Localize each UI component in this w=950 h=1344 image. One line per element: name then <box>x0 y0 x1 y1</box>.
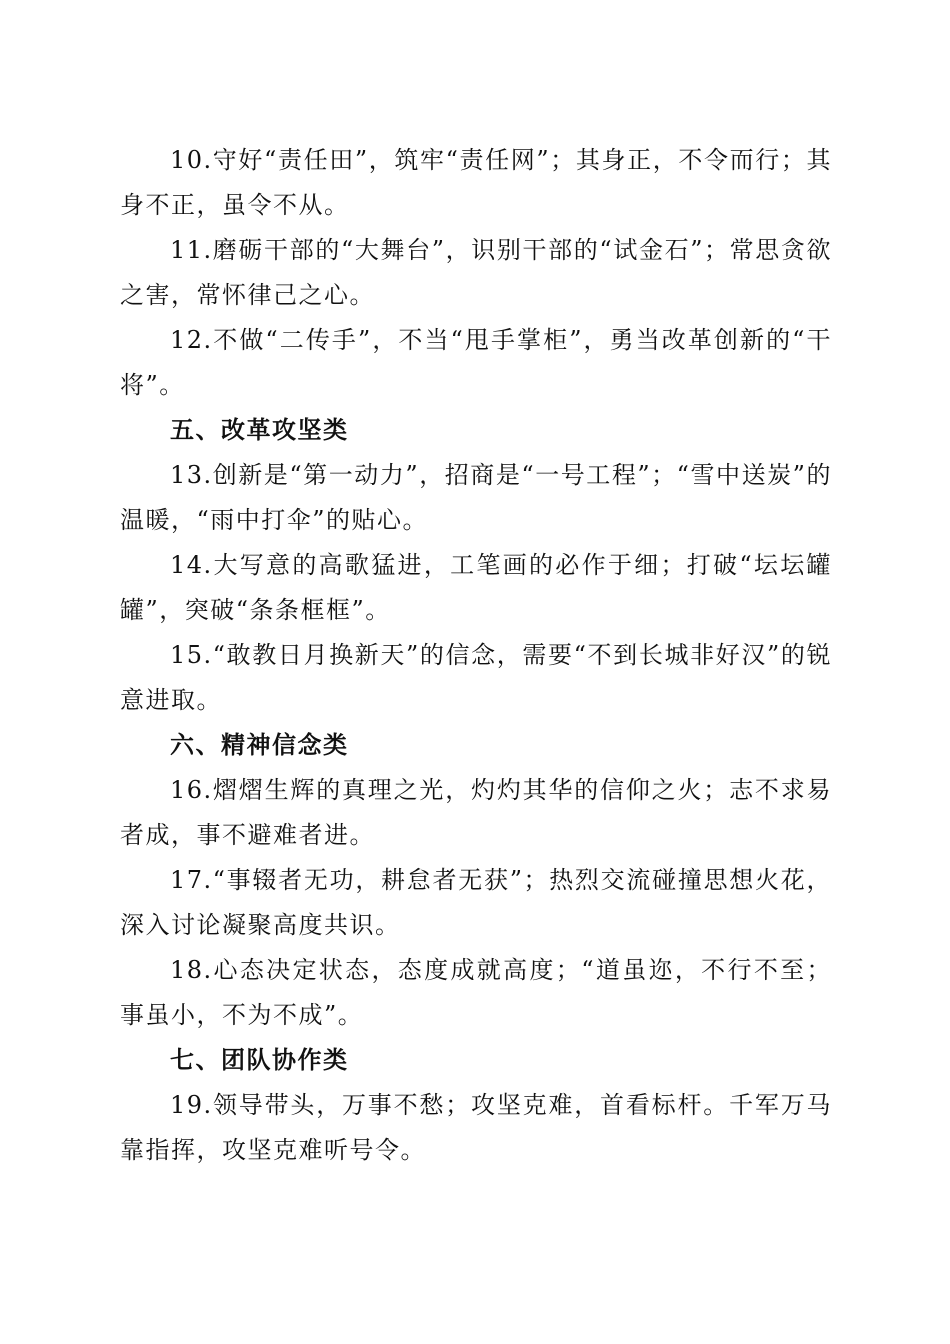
paragraph-13: 13.创新是“第一动力”，招商是“一号工程”；“雪中送炭”的温暖，“雨中打伞”的贴心。 <box>120 461 832 534</box>
paragraph-18: 18.心态决定状态，态度成就高度；“道虽迩，不行不至；事虽小，不为不成”。 <box>120 956 832 1029</box>
section-heading-5: 五、改革攻坚类 <box>170 416 349 444</box>
paragraph-12: 12.不做“二传手”，不当“甩手掌柜”，勇当改革创新的“干将”。 <box>120 326 832 399</box>
paragraph-10: 10.守好“责任田”，筑牢“责任网”；其身正，不令而行；其身不正，虽令不从。 <box>120 146 832 219</box>
section-heading-7: 七、团队协作类 <box>170 1046 349 1074</box>
paragraph-11: 11.磨砺干部的“大舞台”，识别干部的“试金石”；常思贪欲之害，常怀律己之心。 <box>120 236 832 309</box>
paragraph-17: 17.“事辍者无功，耕怠者无获”；热烈交流碰撞思想火花，深入讨论凝聚高度共识。 <box>120 866 832 939</box>
paragraph-15: 15.“敢教日月换新天”的信念，需要“不到长城非好汉”的锐意进取。 <box>120 641 832 714</box>
paragraph-16: 16.熠熠生辉的真理之光，灼灼其华的信仰之火；志不求易者成，事不避难者进。 <box>120 776 832 849</box>
document-page <box>120 138 832 1173</box>
paragraph-19: 19.领导带头，万事不愁；攻坚克难，首看标杆。千军万马靠指挥，攻坚克难听号令。 <box>120 1091 832 1164</box>
section-heading-6: 六、精神信念类 <box>170 731 349 759</box>
paragraph-14: 14.大写意的高歌猛进，工笔画的必作于细；打破“坛坛罐罐”，突破“条条框框”。 <box>120 551 832 624</box>
